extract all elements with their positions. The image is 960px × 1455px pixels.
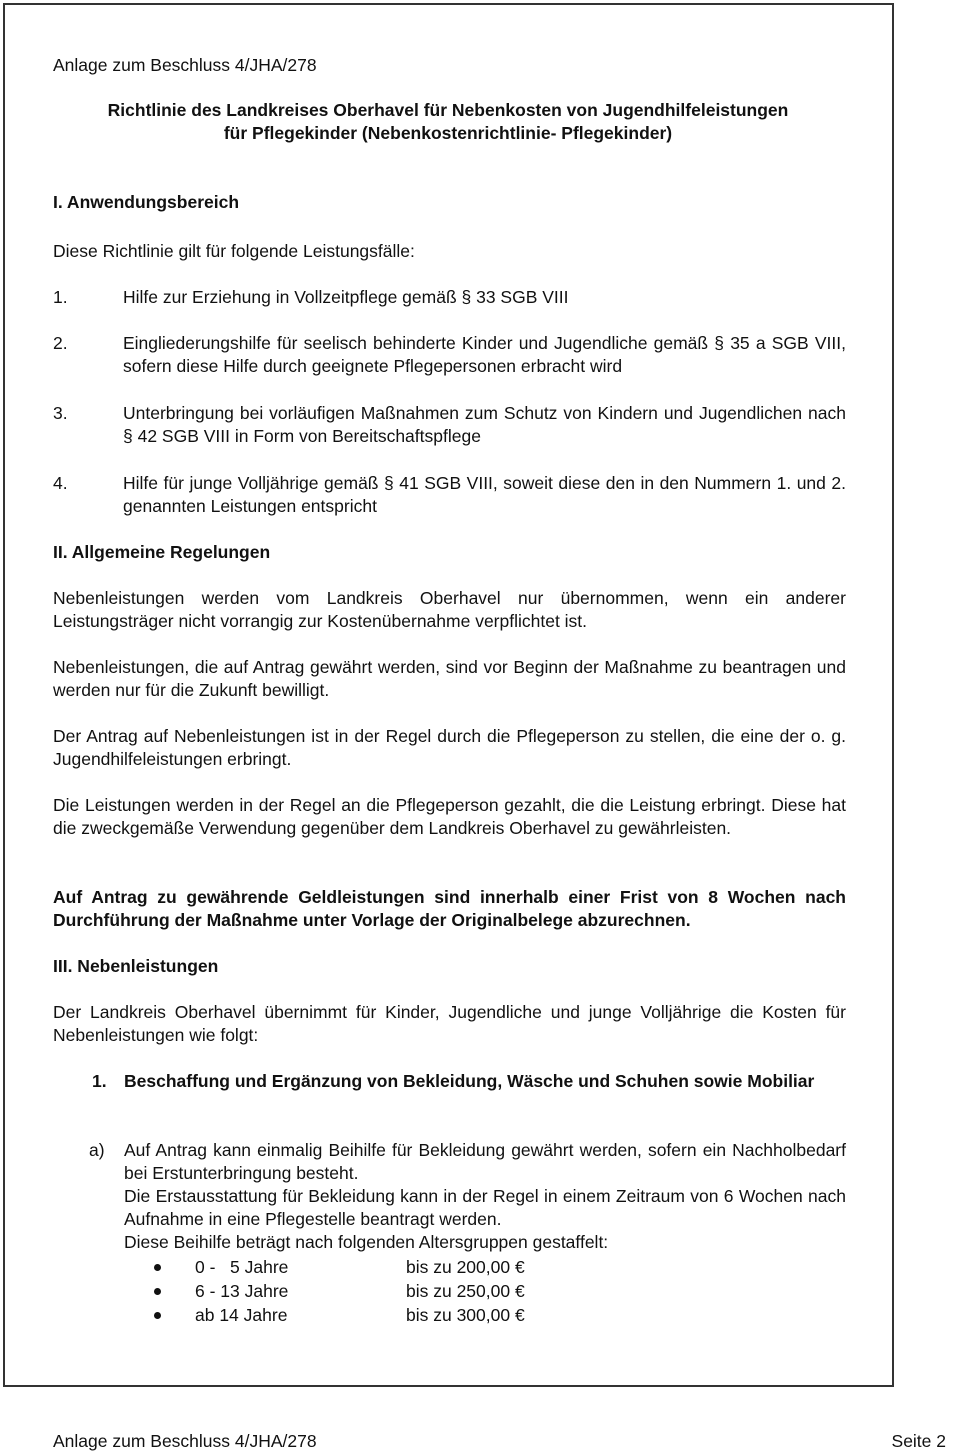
item-text: Die Erstausstattung für Bekleidung kann in der Regel in einem Zeitraum von 6 Wochen nach Aufnahme in eine Pflegestelle beantragt werden.	[124, 1186, 846, 1229]
item-text: Hilfe zur Erziehung in Vollzeitpflege gemäß § 33 SGB VIII	[123, 287, 569, 307]
section-heading-2: II. Allgemeine Regelungen	[53, 542, 271, 562]
paragraph: Die Leistungen werden in der Regel an die Pflegeperson gezahlt, die die Leistung erbringt. Diese hat die zweckgemäße Verwendung gegenüber dem Landkreis Oberhavel zu gewährleisten.	[53, 795, 846, 838]
amount: bis zu 250,00 €	[406, 1281, 525, 1301]
paragraph: Nebenleistungen, die auf Antrag gewährt werden, sind vor Beginn der Maßnahme zu beantragen und werden nur für die Zukunft bewilligt.	[53, 657, 846, 700]
subsection-number: 1.	[92, 1071, 107, 1091]
age-range: 0 - 5 Jahre	[195, 1257, 289, 1277]
item-text: Eingliederungshilfe für seelisch behinderte Kinder und Jugendliche gemäß § 35 a SGB VIII, sofern diese Hilfe durch geeignete Pflegepersonen erbracht wird	[123, 333, 846, 376]
footer-reference: Anlage zum Beschluss 4/JHA/278	[53, 1431, 317, 1451]
item-text: Auf Antrag kann einmalig Beihilfe für Bekleidung gewährt werden, sofern ein Nachholbedarf bei Erstunterbringung besteht.	[124, 1140, 846, 1183]
paragraph: Der Antrag auf Nebenleistungen ist in der Regel durch die Pflegeperson zu stellen, die eine der o. g. Jugendhilfeleistungen erbringt.	[53, 726, 846, 769]
paragraph: Nebenleistungen werden vom Landkreis Oberhavel nur übernommen, wenn ein anderer Leistungsträger nicht vorrangig zur Kostenübernahme verpflichtet ist.	[53, 588, 846, 631]
amount: bis zu 200,00 €	[406, 1257, 525, 1277]
header-reference: Anlage zum Beschluss 4/JHA/278	[53, 55, 317, 75]
section-intro: Der Landkreis Oberhavel übernimmt für Kinder, Jugendliche und junge Volljährige die Kosten für Nebenleistungen wie folgt:	[53, 1002, 846, 1045]
amount: bis zu 300,00 €	[406, 1305, 525, 1325]
item-number: 2.	[53, 333, 68, 353]
age-range: ab 14 Jahre	[195, 1305, 288, 1325]
item-label: a)	[89, 1140, 105, 1160]
bullet-icon	[154, 1312, 161, 1319]
section-intro: Diese Richtlinie gilt für folgende Leistungsfälle:	[53, 241, 415, 261]
section-heading-1: I. Anwendungsbereich	[53, 192, 240, 212]
item-text: Unterbringung bei vorläufigen Maßnahmen zum Schutz von Kindern und Jugendlichen nach § 42 SGB VIII in Form von Bereitschaftspflege	[123, 403, 846, 446]
item-text: Diese Beihilfe beträgt nach folgenden Altersgruppen gestaffelt:	[124, 1232, 609, 1252]
item-number: 1.	[53, 287, 68, 307]
section-heading-3: III. Nebenleistungen	[53, 956, 219, 976]
item-number: 3.	[53, 403, 68, 423]
item-text: Hilfe für junge Volljährige gemäß § 41 SGB VIII, soweit diese den in den Nummern 1. und 2. genannten Leistungen entspricht	[123, 473, 846, 516]
subsection-title: Beschaffung und Ergänzung von Bekleidung, Wäsche und Schuhen sowie Mobiliar	[124, 1071, 815, 1091]
title-line-2: für Pflegekinder (Nebenkostenrichtlinie- Pflegekinder)	[223, 123, 673, 143]
age-range: 6 - 13 Jahre	[195, 1281, 289, 1301]
title-line-1: Richtlinie des Landkreises Oberhavel für Nebenkosten von Jugendhilfeleistungen	[107, 100, 789, 120]
bullet-icon	[154, 1288, 161, 1295]
page-number: Seite 2	[891, 1431, 946, 1451]
deadline-notice: Auf Antrag zu gewährende Geldleistungen sind innerhalb einer Frist von 8 Wochen nach Durchführung der Maßnahme unter Vorlage der Originalbelege abzurechnen.	[53, 887, 846, 930]
item-number: 4.	[53, 473, 68, 493]
bullet-icon	[154, 1264, 161, 1271]
